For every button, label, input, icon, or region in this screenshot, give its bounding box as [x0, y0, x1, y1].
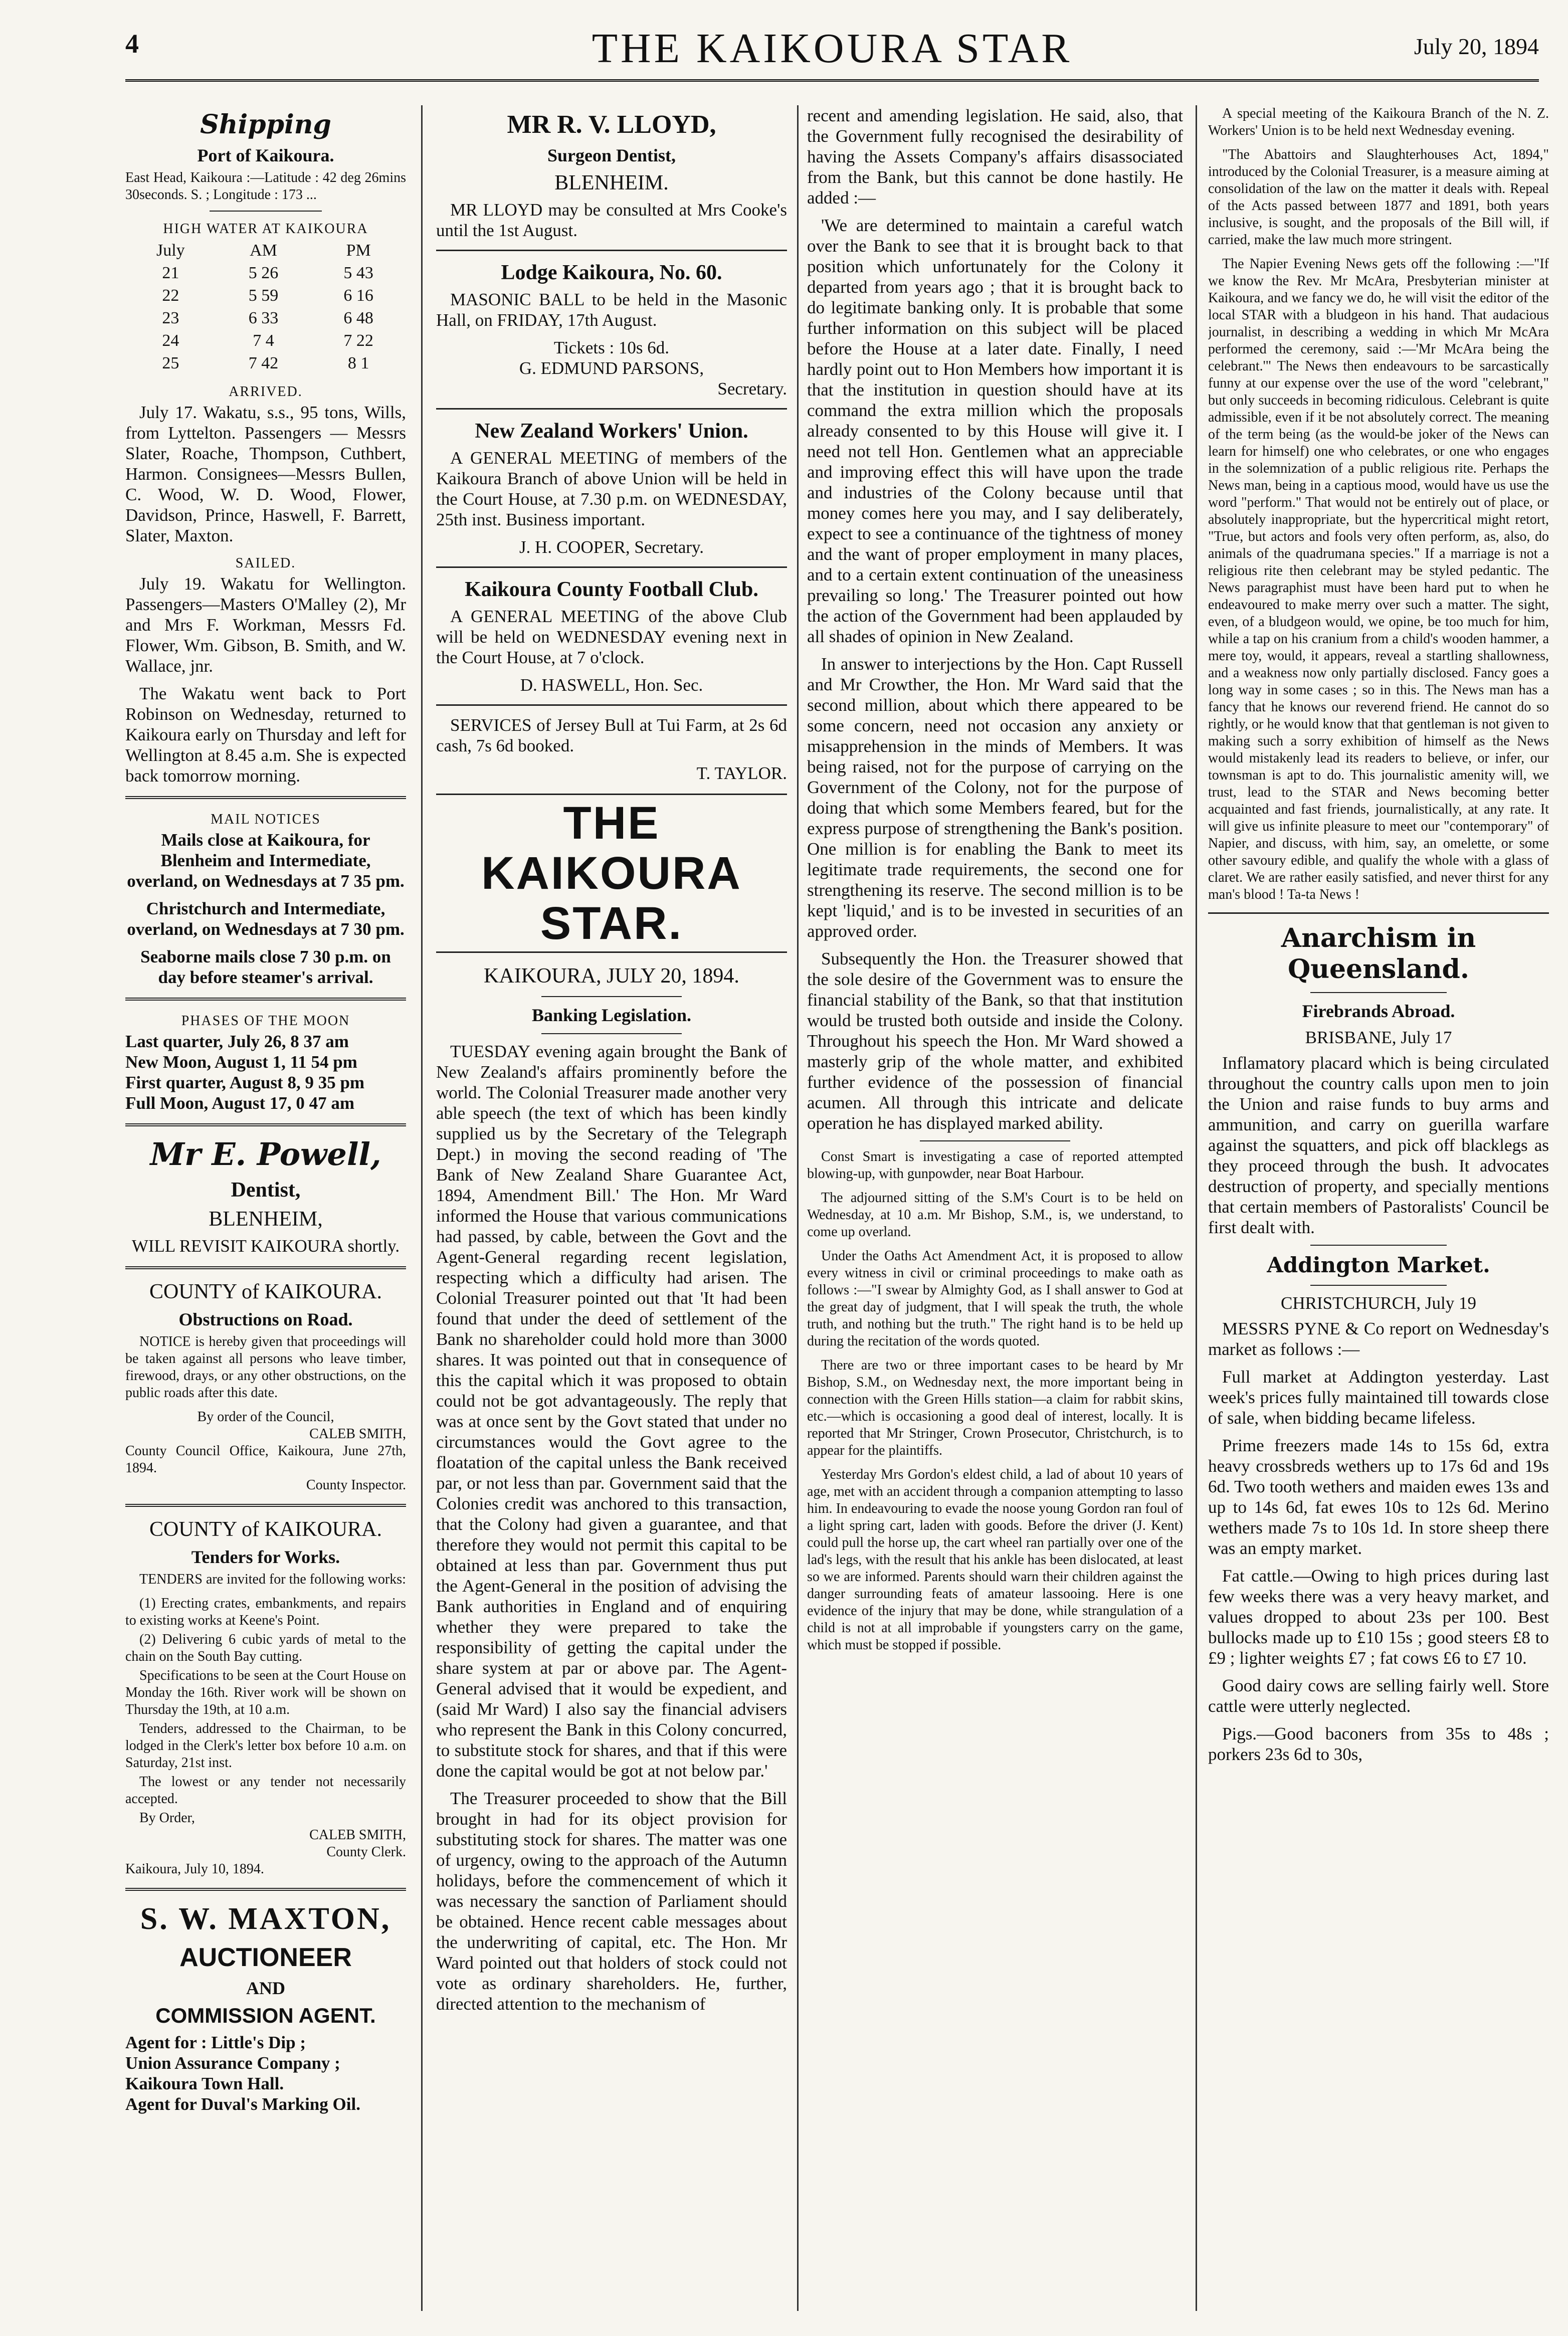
- editorial-title: Banking Legislation.: [531, 1005, 692, 1025]
- maxton-agency: Agent for : Little's Dip ;: [125, 2033, 306, 2052]
- tender-lowest: The lowest or any tender not necessarily accepted.: [125, 1774, 406, 1807]
- tide-pm: 6 16: [343, 286, 373, 305]
- masthead: [125, 24, 1539, 82]
- taylor-text: SERVICES of Jersey Bull at Tui Farm, at 2s 6d cash, 7s 6d booked.: [436, 715, 787, 755]
- tide-day: 23: [162, 309, 179, 327]
- maxton-role: COMMISSION AGENT.: [155, 2004, 376, 2027]
- maxton-and: AND: [246, 1978, 285, 1998]
- addington-paragraph: Prime freezers made 14s to 15s 6d, extra heavy crossbreds wethers up to 17s 6d and 19s 6d. Two tooth wethers and maiden ewes 13s and up to 14s 6d, fat ewes 10s to 12s 6d. Merino wethers made 7s to 10s 1d. In store sheep there was an empty market.: [1208, 1436, 1549, 1558]
- maxton-agency: Agent for Duval's Marking Oil.: [125, 2094, 360, 2114]
- editorial-paragraph: TUESDAY evening again brought the Bank of New Zealand's affairs prominently before the world. The Colonial Treasurer made another very able speech (the text of which has been kindly supplied us by the Secretary of the Telegraph Dept.) in moving the second reading of 'The Bank of New Zealand Share Guarantee Act, 1894, Amendment Bill.' The Hon. Mr Ward informed the House that various communications had passed, by cable, between the Govt and the Agent-General regarding recent legislation, respecting which a difficulty had arisen. The Colonial Treasurer pointed out that 'It had been found that under the deed of settlement of the Bank no shareholder could hold more than 3000 shares. It was pointed out that in consequence of this the capital which it was proposed to obtain could not be got advantageously. The reply that was at once sent by the Govt stated that under no circumstances would the Govt agree to the floatation of the capital unless the Bank received par, or not less than par. Government said that the Colonies credit was anchored to this transaction, that the Colony had given a guarantee, and that therefore they would not permit this capital to be obtained at less than par. Government thus put the Agent-General in the position of advising the Bank authorities in England and of enquiring whether they were prepared to take the responsibility of getting the capital under the share system at par or above par. The Agent-General advised that it would be expedient, and (said Mr Ward) I also say the financial advisers who represent the Bank in this Colony concurred, to substitute stock for shares, and that if this were done the capital would be got at not below par.': [436, 1042, 787, 1781]
- tide-am: 7 4: [253, 331, 274, 350]
- county-notice: NOTICE is hereby given that proceedings will be taken against all persons who leave timber, firewood, drays, or any other obstructions, on the public roads after this date.: [125, 1334, 406, 1401]
- addington-heading: Addington Market.: [1267, 1253, 1490, 1277]
- column-2: [436, 105, 787, 2316]
- tides-header-row: [125, 239, 406, 262]
- news-paragraph: "The Abattoirs and Slaughterhouses Act, 1894," introduced by the Colonial Treasurer, is a measure aiming at consolidation of the law on the matter it deals with. Repeal of the Acts passed between 1877 and 1891, both years inclusive, is sought, and the proposals of the Bill will, if carried, make the law much more stringent.: [1208, 147, 1549, 248]
- tides-col-header: PM: [346, 241, 371, 260]
- tide-am: 5 59: [248, 286, 279, 305]
- taylor-signer: T. TAYLOR.: [696, 763, 787, 783]
- union-signer: J. H. COOPER, Secretary.: [519, 537, 704, 557]
- county-signer: CALEB SMITH,: [309, 1426, 406, 1442]
- tides-table: [125, 239, 406, 374]
- anarchism-text: Inflamatory placard which is being circulated throughout the country calls upon men to join the Union and raise funds to buy arms and ammunition, and carry on guerilla warfare against the squatters, and pick off blacklegs as they proceed through the bush. It advocates destruction of property, and specially mentions that certain members of Pastoralists' Council be first dealt with.: [1208, 1053, 1549, 1237]
- divider: [920, 1140, 1070, 1141]
- news-paragraph: The Napier Evening News gets off the following :—"If we know the Rev. Mr McAra, Presbyterian minister at Kaikoura, and we fancy we do, he will visit the editor of the local STAR with a bludgeon in his hand. That audacious journalist, in describing a wedding in which Mr McAra performed the ceremony, said :—'Mr McAra being the celebrant.'" The News then endeavours to be sarcastically funny at our expense over the use of the word "celebrant," but only succeeds in becoming ridiculous. Celebrant is quite admissible, even if it be not absolutely correct. The meaning of the term being (as the would-be joker of the News can learn for himself) one who celebrates, or one who engages in the solemnization of a public religious rite. Perhaps the News man, being in a captious mood, would have us use the word "perform." That would not be entirely out of place, or absolutely inappropriate, but the hypercritical might retort, "True, but actors and fools very often perform, as, also, do animals of the quadrumana species." If a marriage is not a religious rite then celebrant may be styled pedantic. The News paragraphist must have been hard put to when he endeavoured to make merry over such a matter. The sight, even, of a bludgeon would, we opine, be too much for him, while a tap on his cranium from a child's wooden hammer, a mere toy, would, it appears, reveal a startling shallowness, and a weakness now only partially disclosed. Fancy goes a long way in some cases ; so in this. The News man has a fancy that he knows our reverend friend. He cannot do so rightly, or he would know that that gentleman is not given to making such a sorry exhibition of himself as the News would mistakenly lead its readers to believe, or infer, our townsman is apt to do. This journalistic amenity will, we trust, lead to the STAR and News becoming better acquainted and fast friends, journalistically, at any rate. It will give us infinite pleasure to meet our "contemporary" of Napier, and discuss, with him, say, an omelette, or some other savoury edible, and qualify the whole with a glass of claret. We are rather easily satisfied, and never thirst for any man's blood ! Ta-ta News !: [1208, 256, 1549, 902]
- lloyd-heading: MR R. V. LLOYD,: [507, 110, 716, 139]
- county-subheading: Obstructions on Road.: [178, 1309, 353, 1329]
- column-3: [807, 105, 1183, 2316]
- column-rule: [421, 105, 423, 2311]
- anarchism-dateline: BRISBANE, July 17: [1305, 1028, 1452, 1047]
- powell-text: WILL REVISIT KAIKOURA shortly.: [131, 1236, 400, 1256]
- county-signer-title: County Inspector.: [306, 1477, 406, 1493]
- lodge-signer: G. EDMUND PARSONS,: [519, 358, 704, 378]
- football-text: A GENERAL MEETING of the above Club will be held on WEDNESDAY evening next in the Court House, at 7 o'clock.: [436, 607, 787, 667]
- divider: [125, 796, 406, 799]
- column-rule: [1196, 105, 1197, 2311]
- editorial-paragraph: Subsequently the Hon. the Treasurer showed that the sole desire of the Government was to ensure the financial stability of the Bank, so that that institution would be trusted both outside and inside the Colony. Throughout his speech the Hon. Mr Ward showed a masterly grip of the whole matter, and exhibited further evidence of the possession of financial acumen. All through this intricate and delicate operation he has displayed marked ability.: [807, 949, 1183, 1133]
- divider: [125, 1266, 406, 1269]
- county-subheading: Tenders for Works.: [191, 1547, 340, 1567]
- tender-spec: Specifications to be seen at the Court House on Monday the 16th. River work will be shown on Thursday the 19th, at 10 a.m.: [125, 1668, 406, 1717]
- port-position: East Head, Kaikoura :—Latitude : 42 deg 26mins 30seconds. S. ; Longitude : 173 ...: [125, 170, 406, 203]
- tide-pm: 6 48: [343, 309, 373, 327]
- divider: [125, 1888, 406, 1891]
- maxton-role: AUCTIONEER: [179, 1943, 352, 1972]
- divider: [125, 1123, 406, 1126]
- tides-col-header: July: [156, 241, 185, 260]
- divider: [541, 996, 682, 997]
- tide-am: 7 42: [248, 354, 279, 372]
- sailed-heading: SAILED.: [235, 555, 296, 571]
- table-row: [125, 352, 406, 374]
- divider: [125, 998, 406, 1001]
- tender-order: By Order,: [139, 1810, 195, 1826]
- moon-line: Full Moon, August 17, 0 47 am: [125, 1093, 354, 1113]
- lodge-signer-title: Secretary.: [717, 379, 787, 399]
- arrived-text: July 17. Wakatu, s.s., 95 tons, Wills, from Lyttelton. Passengers — Messrs Slater, Roache, Thompson, Cuthbert, Harmon. Consignees—Messrs Bullen, C. Wood, W. D. Wood, Flower, Davidson, Prince, Haswell, F. Barrett, Slater, Maxton.: [125, 403, 406, 545]
- mail-line: Seaborne mails close 7 30 p.m. on day before steamer's arrival.: [140, 947, 391, 987]
- divider: [125, 1504, 406, 1507]
- table-row: [125, 284, 406, 307]
- news-paragraph: Under the Oaths Act Amendment Act, it is proposed to allow every witness in civil or criminal proceedings to make oath as follows :—"I swear by Almighty God, as I shall answer to God at the great day of judgment, that I will speak the truth, the whole truth, and nothing but the truth." The right hand is to be held up during the recitation of the words quoted.: [807, 1248, 1183, 1349]
- table-row: [125, 329, 406, 352]
- addington-intro: MESSRS PYNE & Co report on Wednesday's market as follows :—: [1208, 1319, 1549, 1359]
- tide-pm: 5 43: [343, 264, 373, 282]
- lloyd-role: Surgeon Dentist,: [547, 145, 676, 165]
- editorial-dateline: KAIKOURA, JULY 20, 1894.: [484, 964, 739, 988]
- news-paragraph: There are two or three important cases to be heard by Mr Bishop, S.M., on Wednesday next, the more important being in connection with the Green Hills station—a claim for rabbit skins, etc.—which is occasioning a good deal of interest, locally. It is reported that Mr Stringer, Crown Prosecutor, Christchurch, is to appear for the plaintiffs.: [807, 1357, 1183, 1458]
- news-paragraph: A special meeting of the Kaikoura Branch of the N. Z. Workers' Union is to be held next Wednesday evening.: [1208, 106, 1549, 138]
- tide-am: 5 26: [248, 264, 279, 282]
- county-office: County Council Office, Kaikoura, June 27th, 1894.: [125, 1443, 406, 1476]
- tide-day: 24: [162, 331, 179, 350]
- news-paragraph: Const Smart is investigating a case of reported attempted blowing-up, with gunpowder, near Boat Harbour.: [807, 1149, 1183, 1182]
- table-row: [125, 307, 406, 329]
- union-text: A GENERAL MEETING of members of the Kaikoura Branch of above Union will be held in the Court House, at 7.30 p.m. on WEDNESDAY, 25th inst. Business important.: [436, 448, 787, 529]
- tide-day: 22: [162, 286, 179, 305]
- union-heading: New Zealand Workers' Union.: [475, 420, 748, 443]
- addington-paragraph: Fat cattle.—Owing to high prices during last few weeks there was a very heavy market, and values dropped to about 23s per 100. Best bullocks made up to £10 15s ; good steers £8 to £9 ; lighter weights £7 ; fat cows £6 to £7 10.: [1208, 1566, 1549, 1668]
- mail-line: Christchurch and Intermediate, overland, on Wednesdays at 7 30 pm.: [127, 899, 405, 939]
- tides-heading: HIGH WATER AT KAIKOURA: [163, 221, 368, 237]
- tender-intro: TENDERS are invited for the following works:: [139, 1572, 406, 1587]
- tender-date: Kaikoura, July 10, 1894.: [125, 1861, 264, 1877]
- maxton-agency: Kaikoura Town Hall.: [125, 2074, 284, 2093]
- maxton-agency: Union Assurance Company ;: [125, 2053, 340, 2073]
- divider: [436, 250, 787, 251]
- column-1: [125, 105, 406, 2316]
- football-signer: D. HASWELL, Hon. Sec.: [520, 675, 703, 695]
- anarchism-subheading: Firebrands Abroad.: [1302, 1001, 1455, 1021]
- lloyd-place: BLENHEIM.: [554, 171, 669, 194]
- star-banner: THE KAIKOURA STAR.: [436, 794, 787, 953]
- mail-line: Mails close at Kaikoura, for Blenheim and Intermediate, overland, on Wednesdays at 7 35 pm.: [127, 830, 405, 891]
- moon-line: New Moon, August 1, 11 54 pm: [125, 1052, 357, 1072]
- football-heading: Kaikoura County Football Club.: [465, 578, 758, 601]
- divider: [541, 1033, 682, 1034]
- county-order: By order of the Council,: [197, 1409, 334, 1425]
- news-paragraph: The adjourned sitting of the S.M's Court is to be held on Wednesday, at 10 a.m. Mr Bishop, S.M., is, we understand, to come up overland.: [807, 1190, 1183, 1240]
- addington-paragraph: Full market at Addington yesterday. Last week's prices fully maintained till towards close of sale, when bidding became lifeless.: [1208, 1367, 1549, 1428]
- tender-signer: CALEB SMITH,: [309, 1827, 406, 1843]
- shipping-note: The Wakatu went back to Port Robinson on Wednesday, returned to Kaikoura early on Thursday and left for Wellington at 8.45 a.m. She is expected back tomorrow morning.: [125, 684, 406, 786]
- divider: [1310, 1285, 1447, 1286]
- news-paragraph: Yesterday Mrs Gordon's eldest child, a lad of about 10 years of age, met with an accident through a companion attempting to lasso him. In endeavouring to evade the noose young Gordon ran foul of a light spring cart, laden with goods. Before the driver (J. Kent) could pull the horse up, the cart wheel ran partially over one of the lad's legs, with the result that his ankle has been dislocated, at least so we are informed. Parents should warn their children against the danger surrounding feats of amateur lassooing. Here is one evidence of the injury that may be done, while strangulation of a child is not at all improbable if youngsters carry on the game, which must be stopped if possible.: [807, 1467, 1183, 1653]
- divider: [436, 566, 787, 568]
- tide-pm: 7 22: [343, 331, 373, 350]
- addington-paragraph: Good dairy cows are selling fairly well. Store cattle were utterly neglected.: [1208, 1676, 1549, 1716]
- tide-day: 21: [162, 264, 179, 282]
- tide-am: 6 33: [248, 309, 279, 327]
- column-4: [1208, 105, 1549, 2316]
- port-heading: Port of Kaikoura.: [197, 145, 334, 165]
- editorial-paragraph: 'We are determined to maintain a careful watch over the Bank to see that it is brought back to that position which unfortunately for the Colony it departed from years ago ; that it is brought back to do legitimate banking only. It is probable that some further information on this subject will be placed before the House at a later date. Finally, I need hardly point out to Hon Members how important it is that the institution in question should have at its command the extra million which the proposals already consented to by this House will give it. I need not tell Hon. Gentlemen what an appreciable and improving effect this will have upon the trade and industries of the Colony because until that money comes here you may, and I say deliberately, expect to see a continuance of the tightness of money and the want of proper employment in many places, and to a certain extent continuation of the uneasiness prevailing so long.' The Treasurer pointed out how the action of the Government had been applauded by all shades of opinion in New Zealand.: [807, 216, 1183, 646]
- shipping-heading: Shipping: [200, 109, 331, 140]
- county-heading: COUNTY of KAIKOURA.: [149, 1280, 382, 1303]
- divider: [1208, 912, 1549, 914]
- tender-lodging: Tenders, addressed to the Chairman, to be lodged in the Clerk's letter box before 10 a.m. on Saturday, 21st inst.: [125, 1721, 406, 1771]
- divider: [436, 704, 787, 706]
- county-heading: COUNTY of KAIKOURA.: [149, 1518, 382, 1541]
- lodge-heading: Lodge Kaikoura, No. 60.: [501, 261, 722, 284]
- lloyd-text: MR LLOYD may be consulted at Mrs Cooke's until the 1st August.: [436, 200, 787, 240]
- moon-line: Last quarter, July 26, 8 37 am: [125, 1032, 349, 1051]
- newspaper-title: THE KAIKOURA STAR: [592, 25, 1073, 72]
- tender-item: (2) Delivering 6 cubic yards of metal to the chain on the South Bay cutting.: [125, 1632, 406, 1664]
- divider: [210, 211, 322, 212]
- table-row: [125, 262, 406, 284]
- tender-item: (1) Erecting crates, embankments, and repairs to existing works at Keene's Point.: [125, 1596, 406, 1628]
- addington-dateline: CHRISTCHURCH, July 19: [1281, 1293, 1476, 1313]
- column-rule: [797, 105, 799, 2311]
- divider: [1310, 1245, 1447, 1246]
- issue-date: July 20, 1894: [1414, 34, 1539, 59]
- lodge-text: MASONIC BALL to be held in the Masonic Hall, on FRIDAY, 17th August.: [436, 290, 787, 330]
- powell-place: BLENHEIM,: [209, 1208, 323, 1231]
- addington-paragraph: Pigs.—Good baconers from 35s to 48s ; porkers 23s 6d to 30s,: [1208, 1724, 1549, 1764]
- anarchism-heading: Anarchism in Queensland.: [1281, 923, 1476, 985]
- divider: [1310, 992, 1447, 993]
- page-number: 4: [125, 29, 139, 59]
- arrived-heading: ARRIVED.: [229, 384, 303, 400]
- powell-name: Mr E. Powell,: [150, 1136, 381, 1173]
- tide-day: 25: [162, 354, 179, 372]
- editorial-paragraph: recent and amending legislation. He said, also, that the Government fully recognised the desirability of having the Assets Company's affairs disassociated from the Bank, but this cannot be done hastily. He added :—: [807, 106, 1183, 208]
- moon-line: First quarter, August 8, 9 35 pm: [125, 1073, 365, 1092]
- editorial-paragraph: The Treasurer proceeded to show that the Bill brought in had for its object provision for substituting stock for shares. The matter was one of urgency, owing to the approach of the Autumn holidays, before the commencement of which it was necessary the sanction of Parliament should be obtained. Hence recent cable messages about the underwriting of capital, etc. The Hon. Mr Ward pointed out that holders of stock could not vote as ordinary shareholders. He, further, directed attention to the mechanism of: [436, 1789, 787, 2014]
- powell-role: Dentist,: [231, 1179, 301, 1202]
- tender-signer-title: County Clerk.: [326, 1844, 406, 1860]
- lodge-tickets: Tickets : 10s 6d.: [553, 338, 670, 357]
- divider: [436, 408, 787, 410]
- sailed-text: July 19. Wakatu for Wellington. Passengers—Masters O'Malley (2), Mr and Mrs F. Workman, Messrs Fd. Flower, Wm. Gibson, B. Smith, and W. Wallace, jnr.: [125, 574, 406, 676]
- maxton-name: S. W. MAXTON,: [140, 1902, 391, 1936]
- editorial-paragraph: In answer to interjections by the Hon. Capt Russell and Mr Crowther, the Hon. Mr Ward said that the second million, about which there appeared to be some concern, need not occasion any anxiety or misapprehension in the minds of Members. It was being raised, not for the purpose of carrying on the Government of the Colony, not for the purpose of doing that which some Members feared, but for the express purpose of strengthening the Bank's position. One million is for enabling the Bank to meet its legitimate trade requirements, the second one for strengthening its reserve. The second million is to be kept 'liquid,' and is to be invested in securities of an approved order.: [807, 654, 1183, 941]
- mail-heading: MAIL NOTICES: [211, 812, 321, 827]
- tides-col-header: AM: [250, 241, 277, 260]
- moon-heading: PHASES OF THE MOON: [181, 1013, 350, 1029]
- tide-pm: 8 1: [347, 354, 369, 372]
